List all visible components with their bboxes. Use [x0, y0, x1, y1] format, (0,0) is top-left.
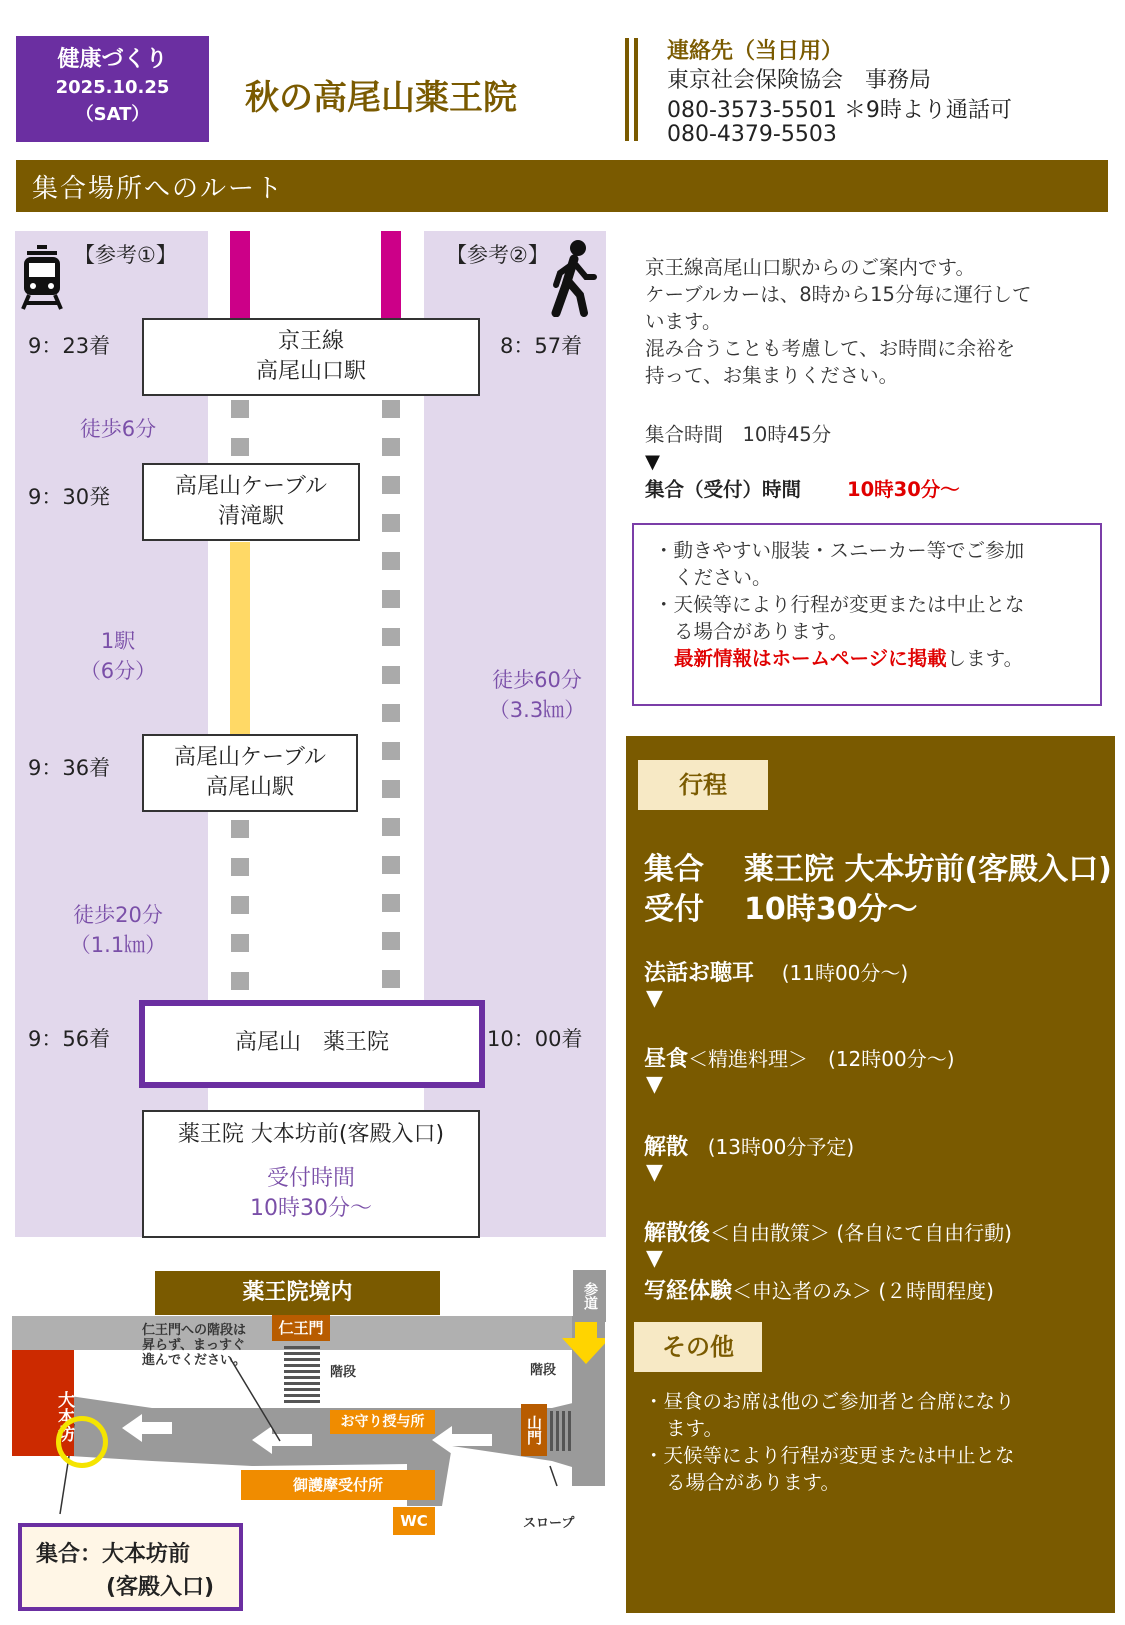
walk-6min-label: 徒歩6分 [79, 417, 157, 441]
schedule-panel [626, 736, 1115, 1613]
walk-60min-label: 徒歩60分 [492, 668, 582, 692]
gather-place: 薬王院 大本坊前(客殿入口) [744, 852, 1112, 887]
schedule-item-title: 昼食 [644, 1047, 689, 1072]
ref2-time-arrive-keio: 8：57着 [500, 334, 583, 358]
meeting-point-title: 集合：大本坊前 [36, 1542, 191, 1567]
contact-divider [634, 38, 638, 141]
schedule-item-detail: ＜申込者のみ＞ (２時間程度) [732, 1279, 994, 1303]
gokitou-reception: 御護摩受付所 [241, 1470, 435, 1500]
reception-time: 10時30分～ [744, 892, 918, 927]
walking-path-dash [231, 972, 249, 990]
walking-path-dash [382, 476, 400, 494]
contact-label: 連絡先（当日用） [667, 39, 844, 64]
walking-path-dash [382, 856, 400, 874]
walking-path-dash [382, 590, 400, 608]
arrow-down-icon: ▼ [646, 1246, 663, 1271]
note-line: ・動きやすい服装・スニーカー等でご参加 [654, 539, 1025, 562]
gather-time: 集合時間 10時45分 [645, 423, 832, 446]
keio-line-track [381, 231, 401, 319]
badge-day: （SAT） [75, 104, 150, 125]
reception-label: 受付時間 [266, 1166, 355, 1191]
arrow-down-icon: ▼ [646, 1160, 663, 1185]
info-line: 混み合うことも考慮して、お時間に余裕を [645, 337, 1016, 360]
reception-time-label: 集合（受付）時間 [645, 478, 802, 501]
arrow-down-icon: ▼ [646, 986, 663, 1011]
schedule-item-after [644, 1216, 1012, 1247]
contact-phone-2: 080-4379-5503 [667, 122, 837, 147]
station-line-name: 京王線 [277, 329, 344, 354]
schedule-item-detail: ＜自由散策＞ (各自にて自由行動) [710, 1221, 1012, 1245]
other-note-line: ます。 [666, 1417, 723, 1440]
walk-20min-distance: （1.1㎞） [69, 933, 167, 957]
reference-1-label: 【参考①】 [74, 243, 177, 267]
walking-path-dash [382, 514, 400, 532]
walking-path-dash [382, 780, 400, 798]
destination-title: 薬王院 大本坊前(客殿入口) [177, 1122, 445, 1147]
sanmon-gate: 山門 [521, 1404, 547, 1456]
cable-stops-label: 1駅 [100, 629, 136, 653]
schedule-item-sutra-copying [644, 1274, 994, 1305]
gather-label: 集合 [644, 852, 704, 887]
walking-path-dash [382, 628, 400, 646]
walking-path-dash [231, 438, 249, 456]
schedule-item-lunch [644, 1042, 955, 1073]
info-line: 持って、お集まりください。 [645, 364, 899, 387]
other-note-line: る場合があります。 [666, 1471, 840, 1494]
walking-path-dash [382, 970, 400, 988]
ref1-time-depart-kiyotaki: 9：30発 [28, 485, 111, 509]
schedule-item-sermon [644, 956, 908, 987]
niomon-label: 仁王門 [272, 1315, 330, 1341]
omamori-shop: お守り授与所 [330, 1410, 435, 1434]
cable-time-label: （6分） [79, 659, 157, 683]
walking-path-dash [382, 704, 400, 722]
walking-path-dash [382, 894, 400, 912]
page-title: 秋の高尾山薬王院 [245, 78, 517, 118]
ref1-time-arrive-takaosan: 9：36着 [28, 756, 111, 780]
keio-line-track [230, 231, 250, 319]
schedule-item-detail: (13時00分予定) [707, 1135, 855, 1159]
station-line-name: 高尾山ケーブル [174, 474, 328, 499]
arrow-down-icon: ▼ [645, 450, 660, 473]
info-line: ケーブルカーは、8時から15分毎に運行して [645, 283, 1032, 306]
contact-org: 東京社会保険協会 事務局 [667, 68, 932, 93]
meeting-point-circle [56, 1416, 108, 1468]
stairs-label-2: 階段 [530, 1363, 557, 1378]
other-note-line: ・天候等により行程が変更または中止とな [644, 1444, 1015, 1467]
ref1-time-arrive-yakuoin: 9：56着 [28, 1027, 111, 1051]
badge-date: 2025.10.25 [55, 77, 170, 98]
walking-path-dash [382, 552, 400, 570]
wc-label: WC [393, 1507, 435, 1535]
stairs-label: 階段 [330, 1365, 357, 1380]
notes-box [632, 523, 1102, 706]
reception-time-value: 10時30分～ [847, 478, 960, 501]
walking-path-dash [382, 742, 400, 760]
other-tag: その他 [634, 1322, 762, 1372]
badge-category: 健康づくり [57, 47, 168, 72]
walk-60min-distance: （3.3㎞） [488, 698, 586, 722]
walking-path-dash [382, 932, 400, 950]
final-destination-box [142, 1110, 480, 1238]
info-line: います。 [645, 310, 722, 333]
slope-label: スロープ [523, 1516, 575, 1531]
sando-approach: 参道 [573, 1270, 606, 1322]
walking-path-dash [231, 896, 249, 914]
walking-path-dash [231, 858, 249, 876]
route-banner: 集合場所へのルート [16, 160, 1108, 212]
note-line: ください。 [674, 566, 772, 589]
station-yakuoin [139, 1000, 485, 1088]
arrow-down-icon: ▼ [646, 1072, 663, 1097]
ref1-time-arrive-keio: 9：23着 [28, 334, 111, 358]
meeting-point-callout [18, 1523, 243, 1611]
info-line: 京王線高尾山口駅からのご案内です。 [645, 256, 975, 279]
daihonbo-building: 大本坊 [12, 1350, 74, 1456]
schedule-item-detail: (11時00分～) [781, 961, 909, 985]
ref2-time-arrive-yakuoin: 10：00着 [487, 1027, 583, 1051]
cable-car-track [230, 542, 250, 736]
walking-person-icon [546, 239, 598, 317]
contact-divider [625, 38, 629, 141]
station-name: 高尾山駅 [205, 775, 294, 800]
stairs-note: 仁王門への階段は昇らず、まっすぐ進んでください。 [142, 1323, 247, 1368]
reception-label: 受付 [644, 892, 704, 927]
walking-path-dash [231, 934, 249, 952]
note-line: る場合があります。 [674, 620, 848, 643]
walking-path-dash [382, 438, 400, 456]
station-keio-takaosanguchi [142, 318, 480, 396]
schedule-item-title: 解散 [644, 1135, 689, 1160]
schedule-item-title: 写経体験 [644, 1279, 733, 1304]
station-name: 高尾山口駅 [255, 359, 366, 384]
walking-path-dash [231, 400, 249, 418]
other-notes [644, 1388, 1015, 1496]
station-takaosan [142, 734, 358, 812]
precinct-map-title: 薬王院境内 [155, 1271, 440, 1315]
reception-time: 10時30分～ [250, 1196, 372, 1221]
walking-path-dash [382, 818, 400, 836]
station-name: 高尾山 薬王院 [234, 1030, 389, 1055]
reference-2-label: 【参考②】 [446, 243, 549, 267]
schedule-tag: 行程 [638, 760, 768, 810]
station-line-name: 高尾山ケーブル [173, 745, 327, 770]
note-line: ・天候等により行程が変更または中止とな [654, 593, 1025, 616]
contact-phone-1: 080-3573-5501 ＊9時より通話可 [667, 98, 1012, 123]
schedule-item-title: 法話お聴耳 [644, 961, 755, 986]
walking-path-dash [231, 820, 249, 838]
schedule-item-title: 解散後 [644, 1221, 711, 1246]
walking-path-dash [382, 400, 400, 418]
other-note-line: ・昼食のお席は他のご参加者と合席になり [644, 1390, 1015, 1413]
train-icon [21, 243, 63, 311]
note-highlight: 最新情報はホームページに掲載 [674, 647, 947, 670]
schedule-item-detail: ＜精進料理＞ (12時00分～) [688, 1047, 955, 1071]
schedule-item-dismissal [644, 1130, 854, 1161]
meeting-point-sub: (客殿入口) [106, 1575, 215, 1600]
note-line: します。 [946, 647, 1024, 670]
event-badge [16, 36, 209, 142]
station-kiyotaki [142, 463, 360, 541]
walking-path-dash [382, 666, 400, 684]
station-name: 清滝駅 [217, 504, 284, 529]
walk-20min-label: 徒歩20分 [73, 903, 163, 927]
